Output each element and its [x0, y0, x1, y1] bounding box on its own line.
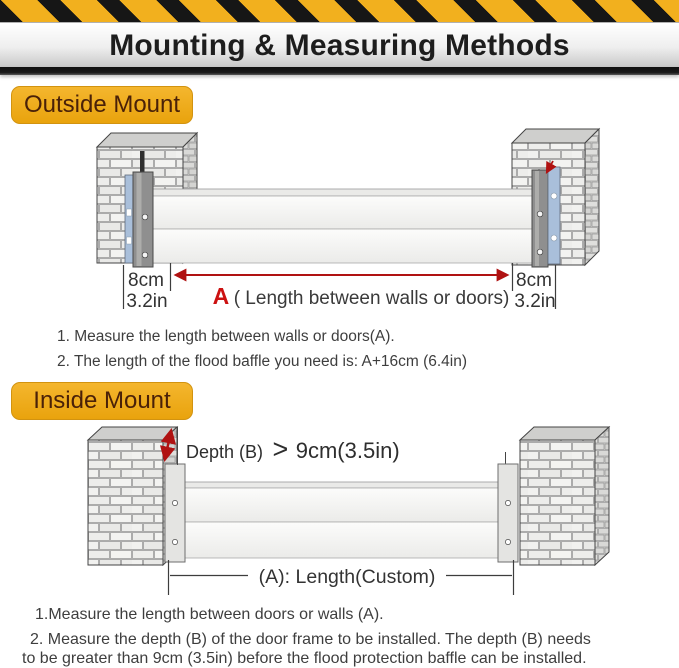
left-pillar [88, 427, 177, 565]
length-caption [213, 283, 510, 309]
right-bracket-width-in: 3.2in [514, 291, 556, 312]
right-end-plate [498, 452, 518, 562]
depth-operator: > [272, 434, 289, 464]
outside-mount-diagram [0, 123, 679, 315]
length-caption-text: ( Length between walls or doors) [233, 288, 510, 309]
right-bracket-width-cm: 8cm [516, 270, 552, 291]
inside-mount-badge-label: Inside Mount [33, 387, 171, 414]
inside-step-2-cont: to be greater than 9cm (3.5in) before the flood protection baffle can be installed. [22, 650, 587, 667]
right-bracket [532, 161, 560, 267]
depth-caption [186, 434, 400, 464]
depth-value: 9cm(3.5in) [295, 438, 400, 463]
page-title: Mounting & Measuring Methods [109, 28, 570, 62]
outside-step-1: 1. Measure the length between walls or doors(A). [57, 328, 395, 345]
inside-step-1: 1.Measure the length between doors or walls (A). [35, 606, 384, 623]
left-end-plate [165, 464, 185, 562]
flood-barrier [185, 482, 498, 558]
depth-label: Depth (B) [186, 442, 264, 462]
inside-step-2: 2. Measure the depth (B) of the door frame to be installed. The depth (B) needs [30, 631, 591, 648]
outside-mount-badge-label: Outside Mount [23, 91, 181, 118]
title-band [0, 22, 679, 68]
right-pillar [520, 427, 609, 565]
left-bracket-width-cm: 8cm [128, 270, 164, 291]
outside-mount-badge [11, 86, 193, 124]
flood-barrier [152, 189, 532, 263]
inside-mount-badge [11, 382, 193, 420]
inside-mount-diagram [0, 424, 679, 600]
inside-length-caption: (A): Length(Custom) [258, 566, 436, 588]
header-underline [0, 67, 679, 75]
length-letter-a: A [212, 283, 230, 309]
left-bracket-width-in: 3.2in [126, 291, 168, 312]
hazard-stripe-banner [0, 0, 679, 22]
outside-step-2: 2. The length of the flood baffle you need is: A+16cm (6.4in) [57, 353, 468, 370]
